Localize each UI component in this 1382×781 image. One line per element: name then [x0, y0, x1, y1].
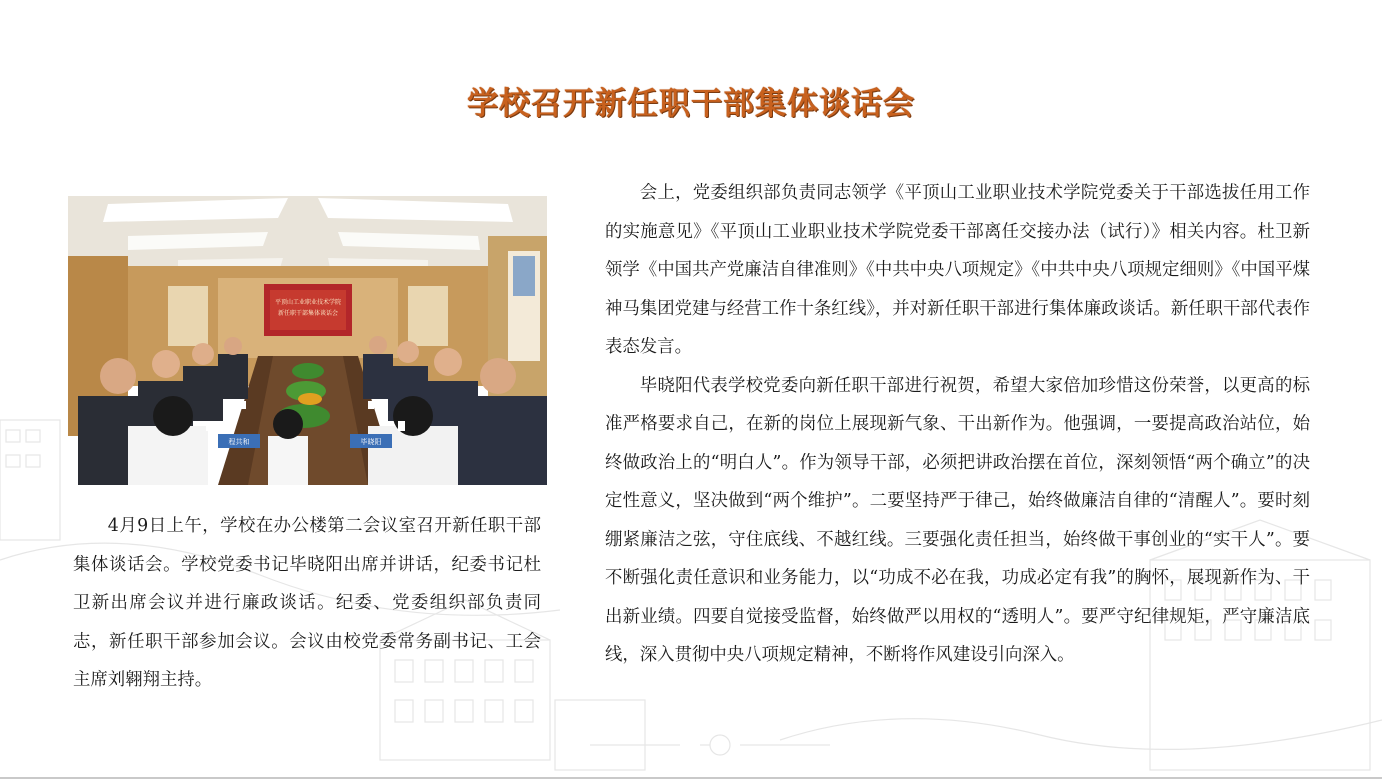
right-paragraph-1: 会上，党委组织部负责同志领学《平顶山工业职业技术学院党委关于干部选拔任用工作的实施意见》《平顶山工业职业技术学院党委干部离任交接办法（试行）》相关内容。杜卫新领学《中国共产党廉洁自律准则》《中共中央八项规定》《中共中央八项规定细则》《中国平煤神马集团党建与经营工作十条红线》，并对新任职干部进行集体廉政谈话。新任职干部代表作表态发言。 — [605, 183, 1310, 357]
nameplate-right: 毕晓阳 — [360, 438, 382, 446]
left-article-text — [73, 507, 541, 700]
screen-title-line1: 平顶山工业职业技术学院 — [274, 299, 342, 306]
left-paragraph: 4月9日上午，学校在办公楼第二会议室召开新任职干部集体谈话会。学校党委书记毕晓阳出席并讲话，纪委书记杜卫新出席会议并进行廉政谈话。纪委、党委组织部负责同志，新任职干部参加会议。会议由校党委常务副书记、工会主席刘翱翔主持。 — [73, 516, 541, 690]
meeting-photo — [68, 196, 547, 485]
screen-title-line2: 新任职干部集体谈话会 — [277, 310, 339, 317]
bottom-divider — [0, 777, 1382, 779]
right-article-text — [605, 174, 1310, 675]
page-title: 学校召开新任职干部集体谈话会 — [467, 86, 915, 122]
nameplate-left: 程共和 — [228, 438, 250, 446]
right-paragraph-2: 毕晓阳代表学校党委向新任职干部进行祝贺，希望大家倍加珍惜这份荣誉，以更高的标准严格要求自己，在新的岗位上展现新气象、干出新作为。他强调，一要提高政治站位，始终做政治上的“明白人”。作为领导干部，必须把讲政治摆在首位，深刻领悟“两个确立”的决定性意义，坚决做到“两个维护”。二要坚持严于律己，始终做廉洁自律的“清醒人”。要时刻绷紧廉洁之弦，守住底线、不越红线。三要强化责任担当，始终做干事创业的“实干人”。要不断强化责任意识和业务能力，以“功成不必在我，功成必定有我”的胸怀，展现新作为、干出新业绩。四要自觉接受监督，始终做严以用权的“透明人”。要严守纪律规矩，严守廉洁底线，深入贯彻中央八项规定精神，不断将作风建设引向深入。 — [605, 375, 1310, 665]
